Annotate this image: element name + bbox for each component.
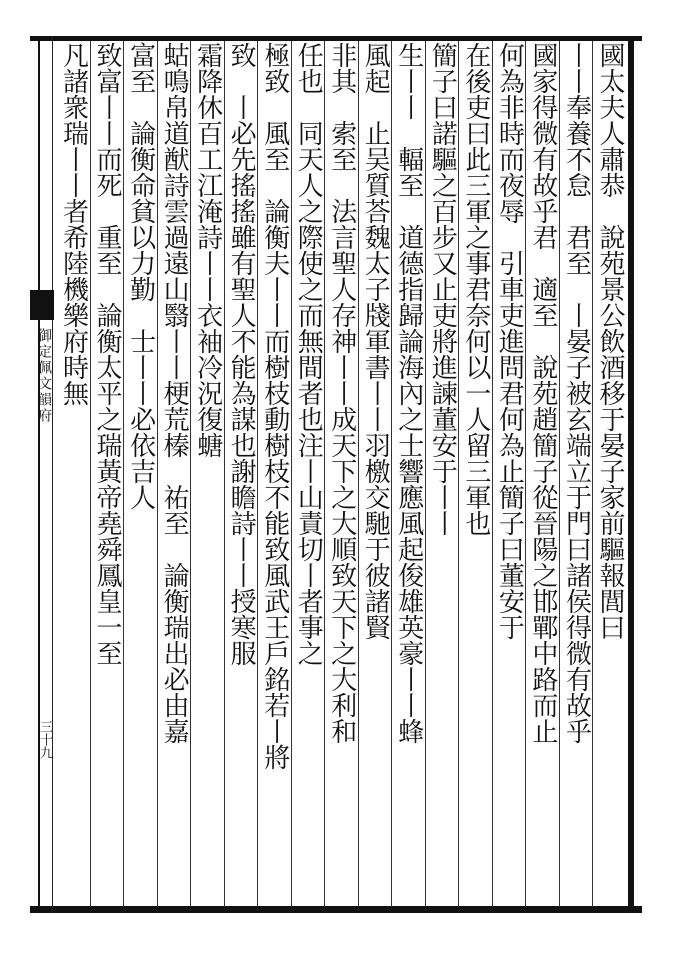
column-divider	[224, 41, 225, 907]
folio-rule	[52, 36, 53, 913]
column-divider	[458, 41, 459, 907]
frame-top-border	[30, 36, 642, 41]
text-column: 生丨丨 輻至 道德指歸論海內之士響應風起俊雄英豪丨丨蜂	[393, 42, 424, 744]
column-divider	[492, 41, 493, 907]
column-divider	[291, 41, 292, 907]
text-column: 凡諸衆瑞丨丨者希陸機樂府時無	[58, 42, 89, 406]
text-column: 致 丨必先搖搖雖有聖人不能為謀也謝瞻詩丨丨授寒服	[226, 42, 257, 666]
text-column: 風起 止吴質荅魏太子牋軍書丨丨羽檄交馳于彼諸賢	[360, 42, 391, 640]
text-column: 何為非時而夜辱 引車吏進問君何為止簡子曰董安于	[494, 42, 525, 640]
column-divider	[324, 41, 325, 907]
column-divider	[190, 41, 191, 907]
column-divider	[123, 41, 124, 907]
page-number: 三十九	[37, 720, 52, 759]
text-column: 在後吏曰此三軍之事君奈何以一人留三軍也	[460, 42, 491, 536]
text-column: 丨丨奉養不怠 君至 丨晏子被玄端立于門曰諸侯得微有故乎	[561, 42, 592, 744]
column-divider	[157, 41, 158, 907]
column-divider	[525, 41, 526, 907]
text-column: 蛄鳴帛道猷詩雲過遠山翳丨丨梗荒榛 祐至 論衡瑞出必由嘉	[159, 42, 190, 744]
text-column: 國太夫人肅恭 說苑景公飲酒移于晏子家前驅報閭曰	[594, 42, 625, 640]
column-divider	[90, 41, 91, 907]
text-column: 霜降休百工江淹詩丨丨衣袖冷況復螗	[192, 42, 223, 458]
column-divider	[257, 41, 258, 907]
text-column: 非其 索至 法言聖人存神丨丨成天下之大順致天下之大利和	[326, 42, 357, 744]
text-column: 任也 同天人之際使之而無間者也注丨山責切丨者事之	[293, 42, 324, 666]
text-column: 極致 風至 論衡夫丨丨而樹枝動樹枝不能致風武王戶銘若丨將	[259, 42, 290, 770]
column-divider	[425, 41, 426, 907]
frame-bottom-border	[30, 906, 642, 913]
frame-right-border	[628, 36, 634, 913]
fishtail-mark	[30, 290, 54, 320]
column-divider	[559, 41, 560, 907]
text-column: 致富丨丨而死 重至 論衡太平之瑞黃帝堯舜鳳皇一至	[92, 42, 123, 666]
column-divider	[358, 41, 359, 907]
folio-title: 御定佩文韻府	[36, 328, 52, 424]
column-divider	[391, 41, 392, 907]
column-divider	[592, 41, 593, 907]
text-column: 簡子曰諾驅之百步又止吏將進諫董安于丨丨	[427, 42, 458, 536]
frame-left-border	[38, 36, 40, 913]
text-column: 富至 論衡命貧以力勤 士丨丨必依吉人	[125, 42, 156, 510]
text-column: 國家得微有故乎君 適至 說苑趙簡子從晉陽之邯鄲中路而止	[527, 42, 558, 744]
